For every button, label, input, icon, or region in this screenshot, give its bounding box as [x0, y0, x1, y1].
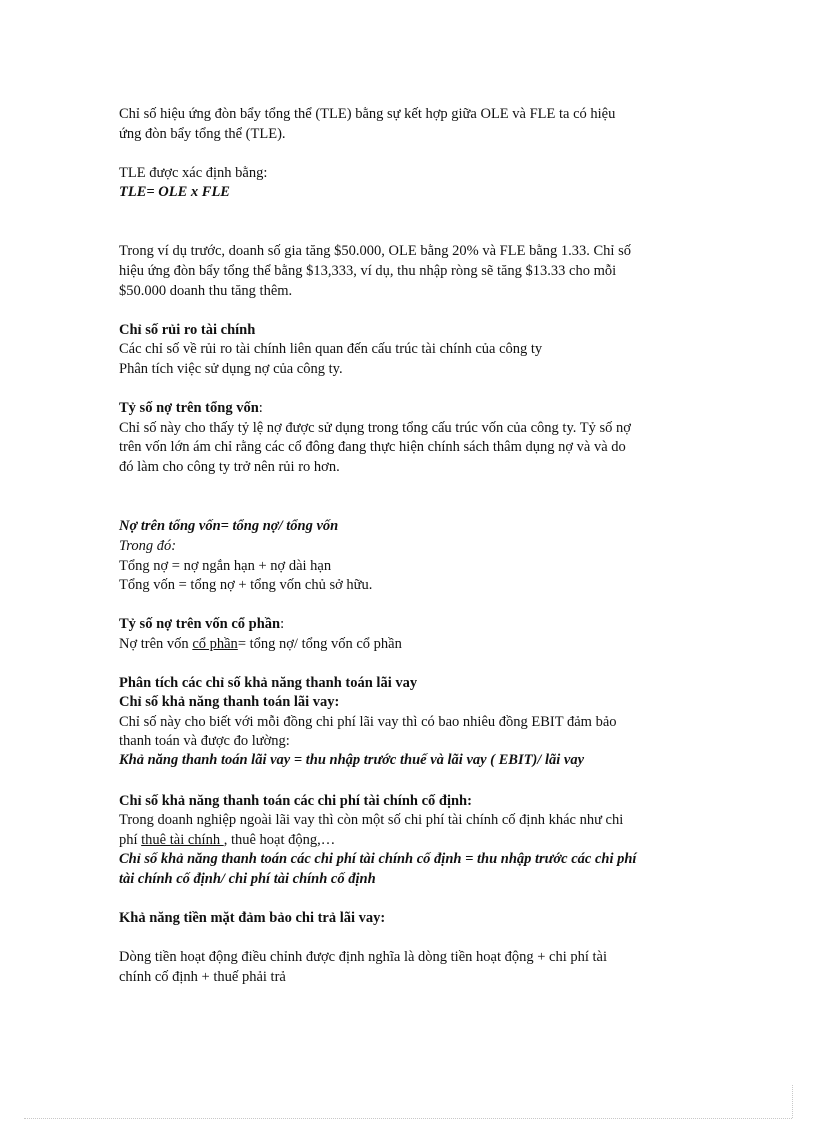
- fixed-charge-line-2-suffix: , thuê hoạt động,…: [223, 832, 336, 848]
- page-corner-mark: [792, 1085, 793, 1118]
- interest-coverage-heading: Chỉ số khả năng thanh toán lãi vay:: [119, 694, 340, 710]
- cash-coverage-heading: Khả năng tiền mặt đảm bảo chi trả lãi vay:: [119, 910, 386, 926]
- debt-to-capital-line-3: đó làm cho công ty trở nên rủi ro hơn.: [119, 459, 340, 475]
- debt-to-equity-heading: Tỷ số nợ trên vốn cổ phần: [119, 616, 281, 632]
- financial-risk-line-1: Các chỉ số về rủi ro tài chính liên quan đến cấu trúc tài chính của công ty: [119, 341, 543, 357]
- interest-coverage-line-1: Chỉ số này cho biết với mỗi đồng chi phí lãi vay thì có bao nhiêu đồng EBIT đảm bảo: [119, 714, 617, 730]
- debt-to-equity-underlined: cổ phần: [192, 636, 238, 652]
- interest-coverage-line-2: thanh toán và được đo lường:: [119, 733, 290, 749]
- debt-to-equity-suffix: = tổng nợ/ tổng vốn cổ phần: [237, 636, 402, 652]
- debt-to-equity-heading-colon: :: [280, 616, 285, 632]
- tle-formula: TLE= OLE x FLE: [119, 184, 230, 200]
- cash-coverage-line-2: chính cố định + thuế phải trả: [119, 969, 286, 985]
- debt-to-capital-line-2: trên vốn lớn ám chỉ rằng các cổ đông đang thực hiện chính sách thâm dụng nợ và và do: [119, 439, 626, 455]
- debt-to-capital-heading: Tỷ số nợ trên tổng vốn: [119, 400, 259, 416]
- fixed-charge-formula-line-1: Chỉ số khả năng thanh toán các chi phí tài chính cố định = thu nhập trước các chi phí: [119, 851, 637, 867]
- debt-to-capital-heading-line: [119, 398, 263, 418]
- example-line-2: hiệu ứng đòn bẩy tổng thể bằng $13,333, ví dụ, thu nhập ròng sẽ tăng $13.33 cho mỗi: [119, 263, 617, 279]
- tle-intro-line-1: Chỉ số hiệu ứng đòn bẩy tổng thể (TLE) bằng sự kết hợp giữa OLE và FLE ta có hiệu: [119, 106, 616, 122]
- tle-intro-line-2: ứng đòn bẩy tổng thể (TLE).: [119, 126, 286, 142]
- fixed-charge-heading: Chỉ số khả năng thanh toán các chi phí tài chính cố định:: [119, 793, 472, 809]
- fixed-charge-line-2: [119, 830, 335, 850]
- fixed-charge-line-2-prefix: phí: [119, 832, 142, 848]
- interest-coverage-section-heading: Phân tích các chỉ số khả năng thanh toán lãi vay: [119, 675, 418, 691]
- debt-to-equity-formula: [119, 634, 402, 654]
- fixed-charge-formula-line-2: tài chính cố định/ chi phí tài chính cố định: [119, 871, 376, 887]
- tle-defined-text: TLE được xác định bằng:: [119, 165, 268, 181]
- example-line-1: Trong ví dụ trước, doanh số gia tăng $50.000, OLE bằng 20% và FLE bằng 1.33. Chỉ số: [119, 243, 631, 259]
- debt-to-capital-line-1: Chỉ số này cho thấy tỷ lệ nợ được sử dụng trong tổng cấu trúc vốn của công ty. Tỷ số nợ: [119, 420, 631, 436]
- cash-coverage-line-1: Dòng tiền hoạt động điều chỉnh được định nghĩa là dòng tiền hoạt động + chi phí tài: [119, 949, 608, 965]
- debt-to-equity-prefix: Nợ trên vốn: [119, 636, 193, 652]
- debt-to-capital-heading-colon: :: [258, 400, 263, 416]
- page-bottom-border: [24, 1118, 792, 1119]
- fixed-charge-line-2-underlined: thuê tài chính: [141, 832, 224, 848]
- debt-formula-where: Trong đó:: [119, 538, 177, 554]
- debt-to-equity-heading-line: [119, 614, 284, 634]
- debt-formula: Nợ trên tổng vốn= tổng nợ/ tổng vốn: [119, 518, 339, 534]
- financial-risk-line-2: Phân tích việc sử dụng nợ của công ty.: [119, 361, 343, 377]
- interest-coverage-formula: Khả năng thanh toán lãi vay = thu nhập trước thuế và lãi vay ( EBIT)/ lãi vay: [119, 752, 585, 768]
- fixed-charge-line-1: Trong doanh nghiệp ngoài lãi vay thì còn một số chi phí tài chính cố định khác như chi: [119, 812, 624, 828]
- example-line-3: $50.000 doanh thu tăng thêm.: [119, 283, 293, 299]
- financial-risk-heading: Chỉ số rủi ro tài chính: [119, 322, 256, 338]
- debt-formula-line-2: Tổng vốn = tổng nợ + tổng vốn chủ sở hữu.: [119, 577, 373, 593]
- debt-formula-line-1: Tổng nợ = nợ ngắn hạn + nợ dài hạn: [119, 558, 332, 574]
